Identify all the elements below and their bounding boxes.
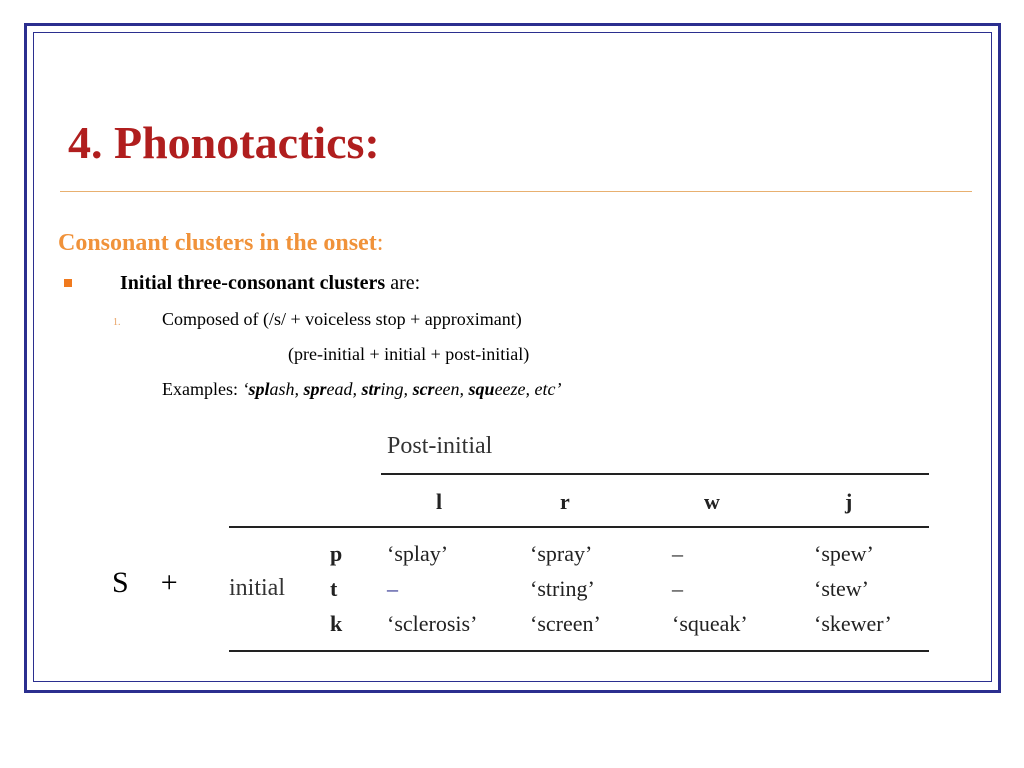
table-rule-top xyxy=(381,473,929,475)
table-cell: ‘spew’ xyxy=(814,541,874,566)
s-plus-label xyxy=(112,566,178,600)
column-header-r: r xyxy=(560,489,570,514)
table-cell: ‘splay’ xyxy=(387,541,449,566)
example-word xyxy=(304,379,362,399)
table-rule-middle xyxy=(229,526,929,528)
table-cell: ‘screen’ xyxy=(530,611,601,636)
example-word xyxy=(469,379,562,399)
example-cluster: squ xyxy=(468,379,495,399)
table-cell: ‘skewer’ xyxy=(814,611,892,636)
section-heading-text: Consonant clusters in the onset xyxy=(58,230,377,256)
column-header-l: l xyxy=(436,489,443,514)
example-cluster: scr xyxy=(412,379,435,399)
example-rest: eeze, etc’ xyxy=(494,379,562,399)
table-cell: ‘squeak’ xyxy=(672,611,748,636)
position-line: (pre-initial + initial + post-initial) xyxy=(288,344,530,364)
s-letter: S xyxy=(112,566,129,599)
example-rest: ing, xyxy=(380,379,413,399)
composition-line: Composed of (/s/ + voiceless stop + approximant) xyxy=(162,309,522,329)
cluster-table xyxy=(229,425,929,655)
example-open-quote: ‘ xyxy=(242,379,249,399)
stop-k: k xyxy=(330,611,343,636)
bullet-bold-text: Initial three-consonant clusters xyxy=(120,272,386,294)
bullet-item xyxy=(120,272,420,295)
column-header-j: j xyxy=(845,489,853,514)
table-rule-bottom xyxy=(229,650,929,652)
post-initial-header: Post-initial xyxy=(387,433,493,459)
table-cell: – xyxy=(672,576,683,601)
title-divider xyxy=(60,191,972,192)
example-rest: ead, xyxy=(326,379,362,399)
examples-line xyxy=(162,379,562,400)
examples-list xyxy=(242,379,561,399)
example-rest: ash, xyxy=(269,379,304,399)
stop-t: t xyxy=(330,576,338,601)
table-cell: – xyxy=(672,541,683,566)
initial-label: initial xyxy=(229,575,285,601)
example-cluster: spl xyxy=(248,379,270,399)
bullet-rest-text: are: xyxy=(385,272,421,294)
table-cell: ‘string’ xyxy=(530,576,595,601)
table-cell: ‘spray’ xyxy=(530,541,593,566)
table-cell: ‘stew’ xyxy=(814,576,869,601)
example-rest: een, xyxy=(434,379,469,399)
numbered-marker: 1. xyxy=(113,317,121,328)
example-word xyxy=(242,379,303,399)
example-cluster: spr xyxy=(303,379,327,399)
bullet-square-icon xyxy=(64,279,72,287)
slide-title: 4. Phonotactics: xyxy=(68,117,380,168)
examples-prefix: Examples: xyxy=(162,379,243,399)
column-header-w: w xyxy=(704,489,720,514)
table-cell: ‘sclerosis’ xyxy=(387,611,478,636)
example-cluster: str xyxy=(361,379,381,399)
example-word xyxy=(362,379,413,399)
example-word xyxy=(413,379,469,399)
section-heading-colon: : xyxy=(376,230,384,256)
table-cell: – xyxy=(387,576,398,601)
stop-p: p xyxy=(330,541,343,566)
section-heading xyxy=(58,230,383,257)
plus-sign: + xyxy=(160,566,178,599)
